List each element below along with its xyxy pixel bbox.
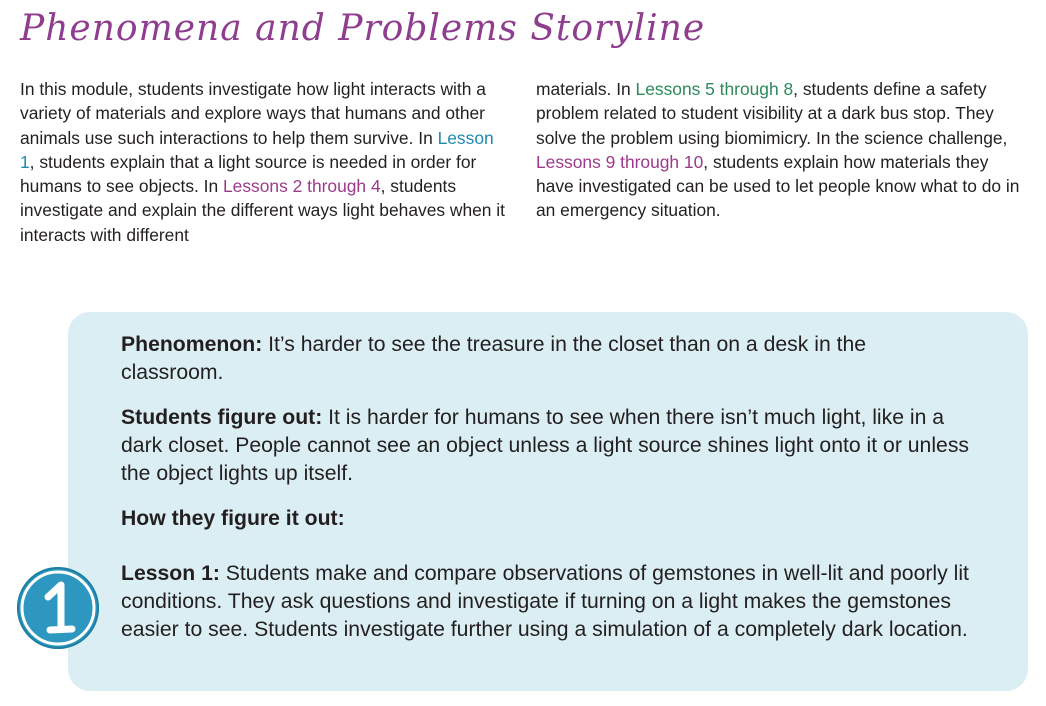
- storyline-box: [68, 312, 1028, 691]
- lessons-5-8-link[interactable]: Lessons 5 through 8: [635, 79, 794, 99]
- lesson-number-badge: [17, 567, 99, 649]
- lesson-1-text: Students make and compare observations of gemstones in well-lit and poorly lit conditions. They ask questions and investigate if turning on a light makes the gemstones easier to see. Students investigate further using a simulation of a completely dark location.: [121, 562, 969, 641]
- lessons-2-4-link[interactable]: Lessons 2 through 4: [223, 176, 381, 197]
- intro-text: , students explain that a light source is needed in order for humans to see objects. In: [20, 151, 477, 197]
- phenomenon-paragraph: [121, 331, 971, 387]
- how-heading-paragraph: [121, 505, 971, 533]
- intro-text: materials. In: [536, 79, 636, 99]
- page-title: Phenomena and Problems Storyline: [20, 8, 706, 49]
- figure-out-label: Students figure out:: [121, 406, 323, 429]
- phenomenon-text: It’s harder to see the treasure in the closet than on a desk in the classroom.: [121, 333, 867, 384]
- intro-column-right: [536, 77, 1026, 223]
- figure-out-paragraph: [121, 404, 971, 488]
- figure-out-text: It is harder for humans to see when there isn’t much light, like in a dark closet. People cannot see an object unless a light source shines light onto it or unless the object lights up itself.: [121, 406, 970, 485]
- intro-column-left: [20, 77, 506, 247]
- lesson-1-label: Lesson 1:: [121, 562, 220, 585]
- phenomenon-label: Phenomenon:: [121, 333, 263, 356]
- intro-text: , students investigate and explain the different ways light behaves when it interacts with different: [20, 176, 505, 245]
- how-they-figure-it-out-heading: How they figure it out:: [121, 507, 345, 530]
- lesson-1-paragraph: [121, 560, 971, 644]
- number-one-icon: [17, 567, 99, 649]
- lessons-9-10-link[interactable]: Lessons 9 through 10: [536, 151, 704, 172]
- intro-text: , students explain how materials they have investigated can be used to let people know what to do in an emergency situation.: [536, 151, 1020, 221]
- storyline-box-content: [121, 331, 971, 661]
- lesson-1-link[interactable]: Lesson 1: [20, 127, 494, 172]
- intro-text: In this module, students investigate how light interacts with a variety of materials and explore ways that humans and other animals use such interactions to help them survive. In: [20, 79, 486, 148]
- intro-text: , students define a safety problem related to student visibility at a dark bus stop. They solve the problem using biomimicry. In the science challenge,: [536, 79, 1008, 148]
